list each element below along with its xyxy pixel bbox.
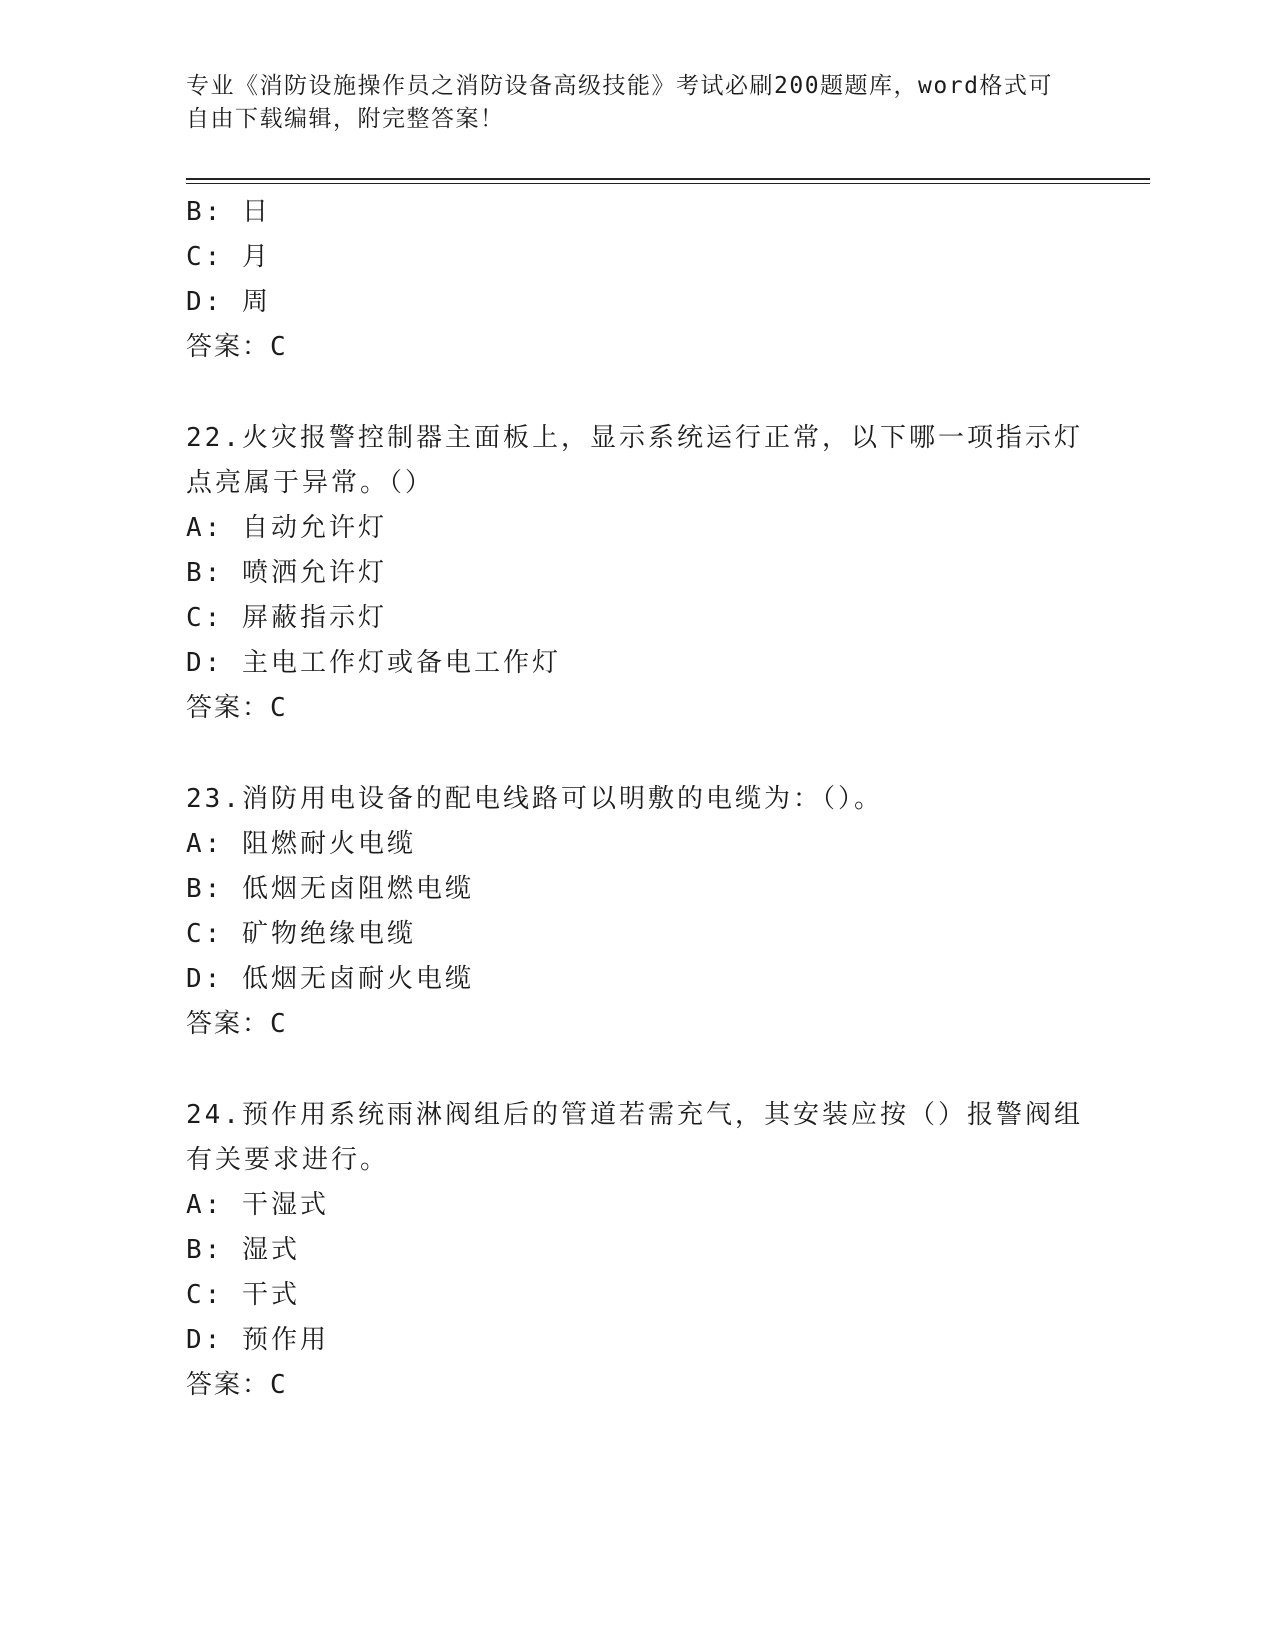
question-22 [186, 416, 1086, 731]
option-d: D: 低烟无卤耐火电缆 [186, 964, 474, 994]
option-b: B: 喷洒允许灯 [186, 558, 387, 588]
option-c: C: 屏蔽指示灯 [186, 603, 387, 633]
question-stem-cont: 点亮属于异常。（） [186, 468, 435, 498]
option-d: D: 周 [186, 287, 271, 317]
option-b: B: 日 [186, 197, 271, 227]
option-a: A: 自动允许灯 [186, 513, 387, 543]
option-b: B: 低烟无卤阻燃电缆 [186, 874, 474, 904]
header-divider-thin [186, 183, 1150, 184]
option-d: D: 主电工作灯或备电工作灯 [186, 648, 561, 678]
question-list [186, 190, 1086, 1408]
question-stem: 22.火灾报警控制器主面板上，显示系统运行正常，以下哪一项指示灯 [186, 423, 1083, 453]
question-stem-cont: 有关要求进行。 [186, 1145, 390, 1175]
header-divider [186, 178, 1150, 180]
question-24 [186, 1093, 1086, 1408]
option-a: A: 阻燃耐火电缆 [186, 829, 416, 859]
option-d: D: 预作用 [186, 1325, 329, 1355]
question-stem: 24.预作用系统雨淋阀组后的管道若需充气，其安装应按（）报警阀组 [186, 1100, 1083, 1130]
header-line-1: 专业《消防设施操作员之消防设备高级技能》考试必刷200题题库，word格式可 [186, 73, 1053, 99]
answer: 答案：C [186, 1009, 288, 1039]
answer: 答案：C [186, 332, 288, 362]
option-c: C: 矿物绝缘电缆 [186, 919, 416, 949]
question-21 [186, 190, 1086, 370]
answer: 答案：C [186, 1370, 288, 1400]
question-stem: 23.消防用电设备的配电线路可以明敷的电缆为：（）。 [186, 784, 883, 814]
header-line-2: 自由下载编辑，附完整答案！ [186, 106, 505, 132]
option-c: C: 月 [186, 242, 271, 272]
answer: 答案：C [186, 693, 288, 723]
option-b: B: 湿式 [186, 1235, 300, 1265]
option-c: C: 干式 [186, 1280, 300, 1310]
page-header [186, 70, 1066, 136]
question-23 [186, 777, 1086, 1047]
option-a: A: 干湿式 [186, 1190, 329, 1220]
